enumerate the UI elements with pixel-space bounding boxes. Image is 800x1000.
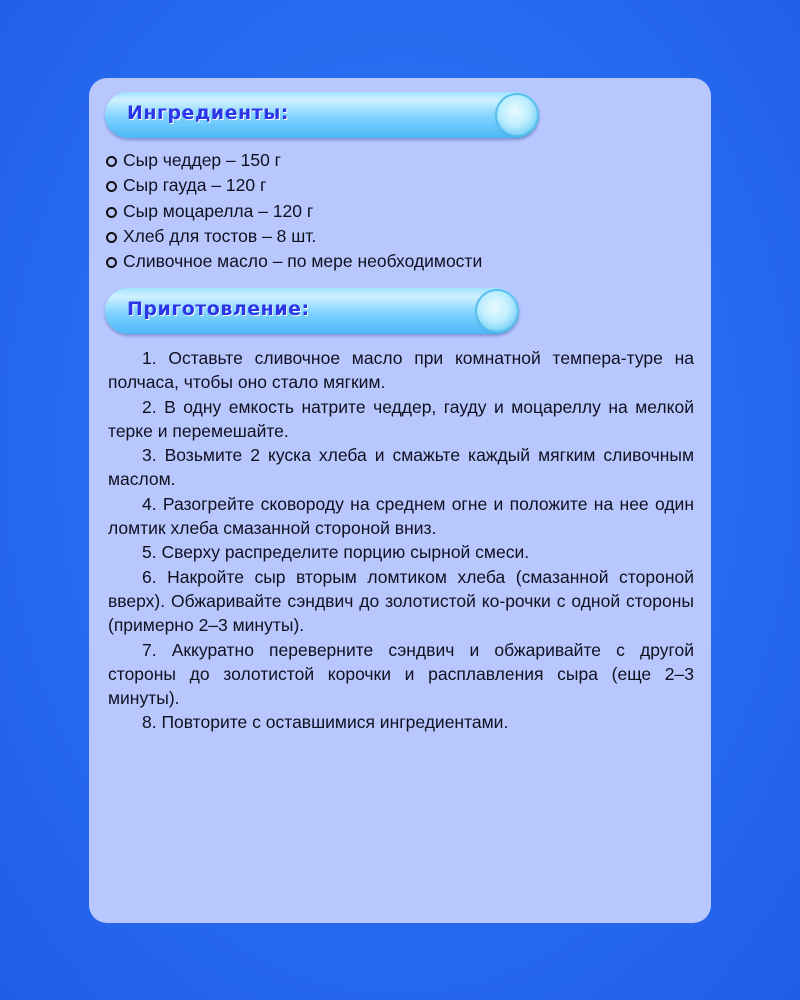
step-paragraph: 1. Оставьте сливочное масло при комнатной темпера-туре на полчаса, чтобы оно стало мягким. <box>108 348 694 393</box>
ingredients-title: Ингредиенты: <box>127 102 289 124</box>
ingredient-text: Хлеб для тостов – 8 шт. <box>123 225 317 246</box>
circle-bullet-icon <box>106 181 117 192</box>
round-knob-icon <box>477 291 517 331</box>
ingredient-item <box>106 148 482 173</box>
ingredient-text: Сыр чеддер – 150 г <box>123 150 282 170</box>
step-paragraph: 5. Сверху распределите порцию сырной смеси. <box>142 542 530 563</box>
ingredients-heading <box>105 92 539 138</box>
preparation-heading <box>105 288 519 334</box>
ingredient-text: Сливочное масло – по мере необходимости <box>123 251 483 272</box>
step-paragraph: 7. Аккуратно переверните сэндвич и обжаривайте с другой стороны до золотистой корочки и расплавления сыра (еще 2–3 минуты). <box>108 639 694 709</box>
preparation-title: Приготовление: <box>127 298 310 320</box>
ingredient-text: Сыр моцарелла – 120 г <box>123 200 314 221</box>
round-knob-icon <box>497 95 537 135</box>
ingredient-text: Сыр гауда – 120 г <box>123 175 267 196</box>
step-paragraph: 6. Накройте сыр вторым ломтиком хлеба (смазанной стороной вверх). Обжаривайте сэндвич до золотистой ко-рочки с одной стороны (примерно 2–3 минуты). <box>108 566 694 636</box>
step-paragraph: 8. Повторите с оставшимися ингредиентами. <box>142 712 509 733</box>
ingredient-item <box>106 199 482 224</box>
circle-bullet-icon <box>106 156 117 167</box>
step-paragraph: 2. В одну емкость натрите чеддер, гауду и моцареллу на мелкой терке и перемешайте. <box>108 396 694 441</box>
circle-bullet-icon <box>106 257 117 268</box>
preparation-steps <box>108 346 694 735</box>
step-paragraph: 4. Разогрейте сковороду на среднем огне и положите на нее один ломтик хлеба смазанной стороной вниз. <box>108 493 694 539</box>
circle-bullet-icon <box>106 207 117 218</box>
recipe-card <box>89 78 711 923</box>
ingredients-list <box>106 148 482 274</box>
ingredient-item <box>106 224 482 249</box>
ingredient-item <box>106 249 482 274</box>
ingredient-item <box>106 173 482 198</box>
circle-bullet-icon <box>106 232 117 243</box>
step-paragraph: 3. Возьмите 2 куска хлеба и смажьте каждый мягким сливочным маслом. <box>108 445 694 490</box>
